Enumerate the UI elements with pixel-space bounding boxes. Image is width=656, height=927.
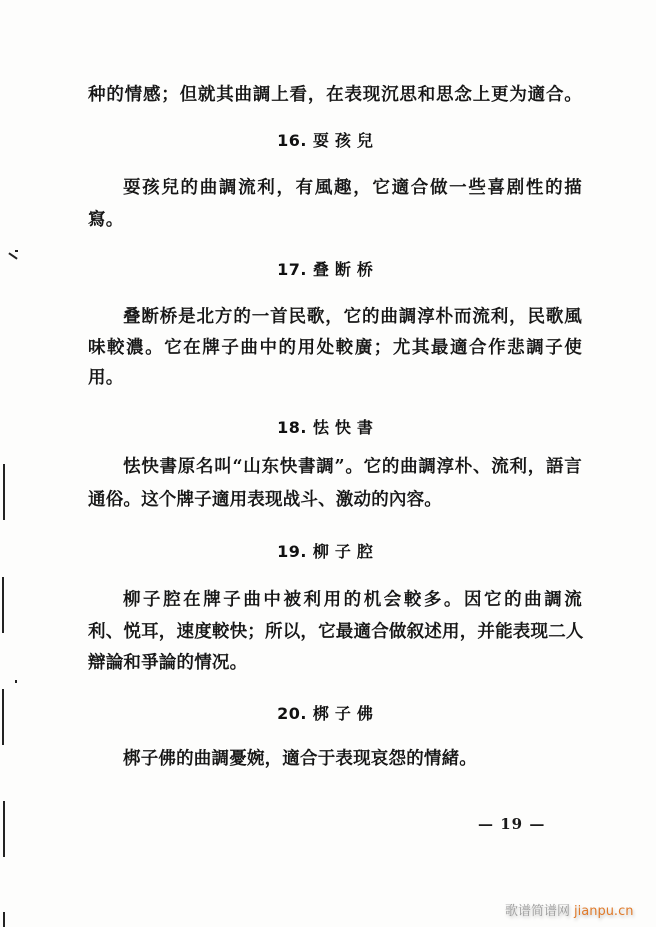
section-title: [0, 541, 656, 563]
section-number: 17.: [277, 260, 307, 279]
section-title-text: 耍孩兒: [312, 131, 379, 150]
section-number: 20.: [277, 704, 307, 723]
body-text-line: 梆子佛的曲調憂婉，適合于表现哀怨的情緒。: [123, 749, 477, 769]
body-text-line: 怯快書原名叫“山东快書調”。它的曲調淳朴、流利，語言: [123, 457, 582, 477]
section-title: [0, 417, 656, 439]
scan-mark: [15, 250, 18, 252]
body-text-line: 用。: [88, 368, 124, 388]
page-number: — 19 —: [478, 815, 546, 833]
body-text-line: 寫。: [88, 210, 124, 230]
section-title: [0, 259, 656, 281]
section-title-text: 叠断桥: [312, 260, 379, 279]
body-text-line: 叠断桥是北方的一首民歌，它的曲調淳朴而流利，民歌風: [123, 307, 582, 327]
section-number: 16.: [277, 131, 307, 150]
margin-line: [3, 912, 5, 927]
section-title-text: 柳子腔: [312, 542, 379, 561]
watermark-domain: jianpu.cn: [574, 904, 634, 919]
body-text-line: 味較濃。它在牌子曲中的用处較廣；尤其最適合作悲調子使: [88, 338, 582, 358]
scan-dot: [15, 680, 17, 683]
body-text-line: 辯論和爭論的情况。: [88, 653, 248, 673]
watermark: [505, 900, 633, 919]
section-title-text: 怯快書: [312, 418, 379, 437]
section-number: 18.: [277, 418, 307, 437]
watermark-site-name: 歌谱简谱网: [505, 904, 571, 919]
section-title: [0, 130, 656, 152]
body-text-line: 利、悦耳，速度較快；所以，它最適合做叙述用，并能表现二人: [88, 622, 584, 642]
body-text-line: 种的情感；但就其曲調上看，在表现沉思和思念上更为適合。: [88, 85, 582, 105]
margin-line: [3, 801, 5, 857]
margin-line: [2, 577, 4, 633]
section-number: 19.: [277, 542, 307, 561]
section-title-text: 梆子佛: [312, 704, 379, 723]
section-title: [0, 703, 656, 725]
body-text-line: 柳子腔在牌子曲中被利用的机会較多。因它的曲調流: [123, 590, 582, 610]
margin-line: [3, 464, 5, 520]
body-text-line: 通俗。这个牌子適用表现战斗、激动的內容。: [88, 490, 442, 510]
body-text-line: 耍孩兒的曲調流利，有風趣，它適合做一些喜剧性的描: [123, 178, 582, 198]
